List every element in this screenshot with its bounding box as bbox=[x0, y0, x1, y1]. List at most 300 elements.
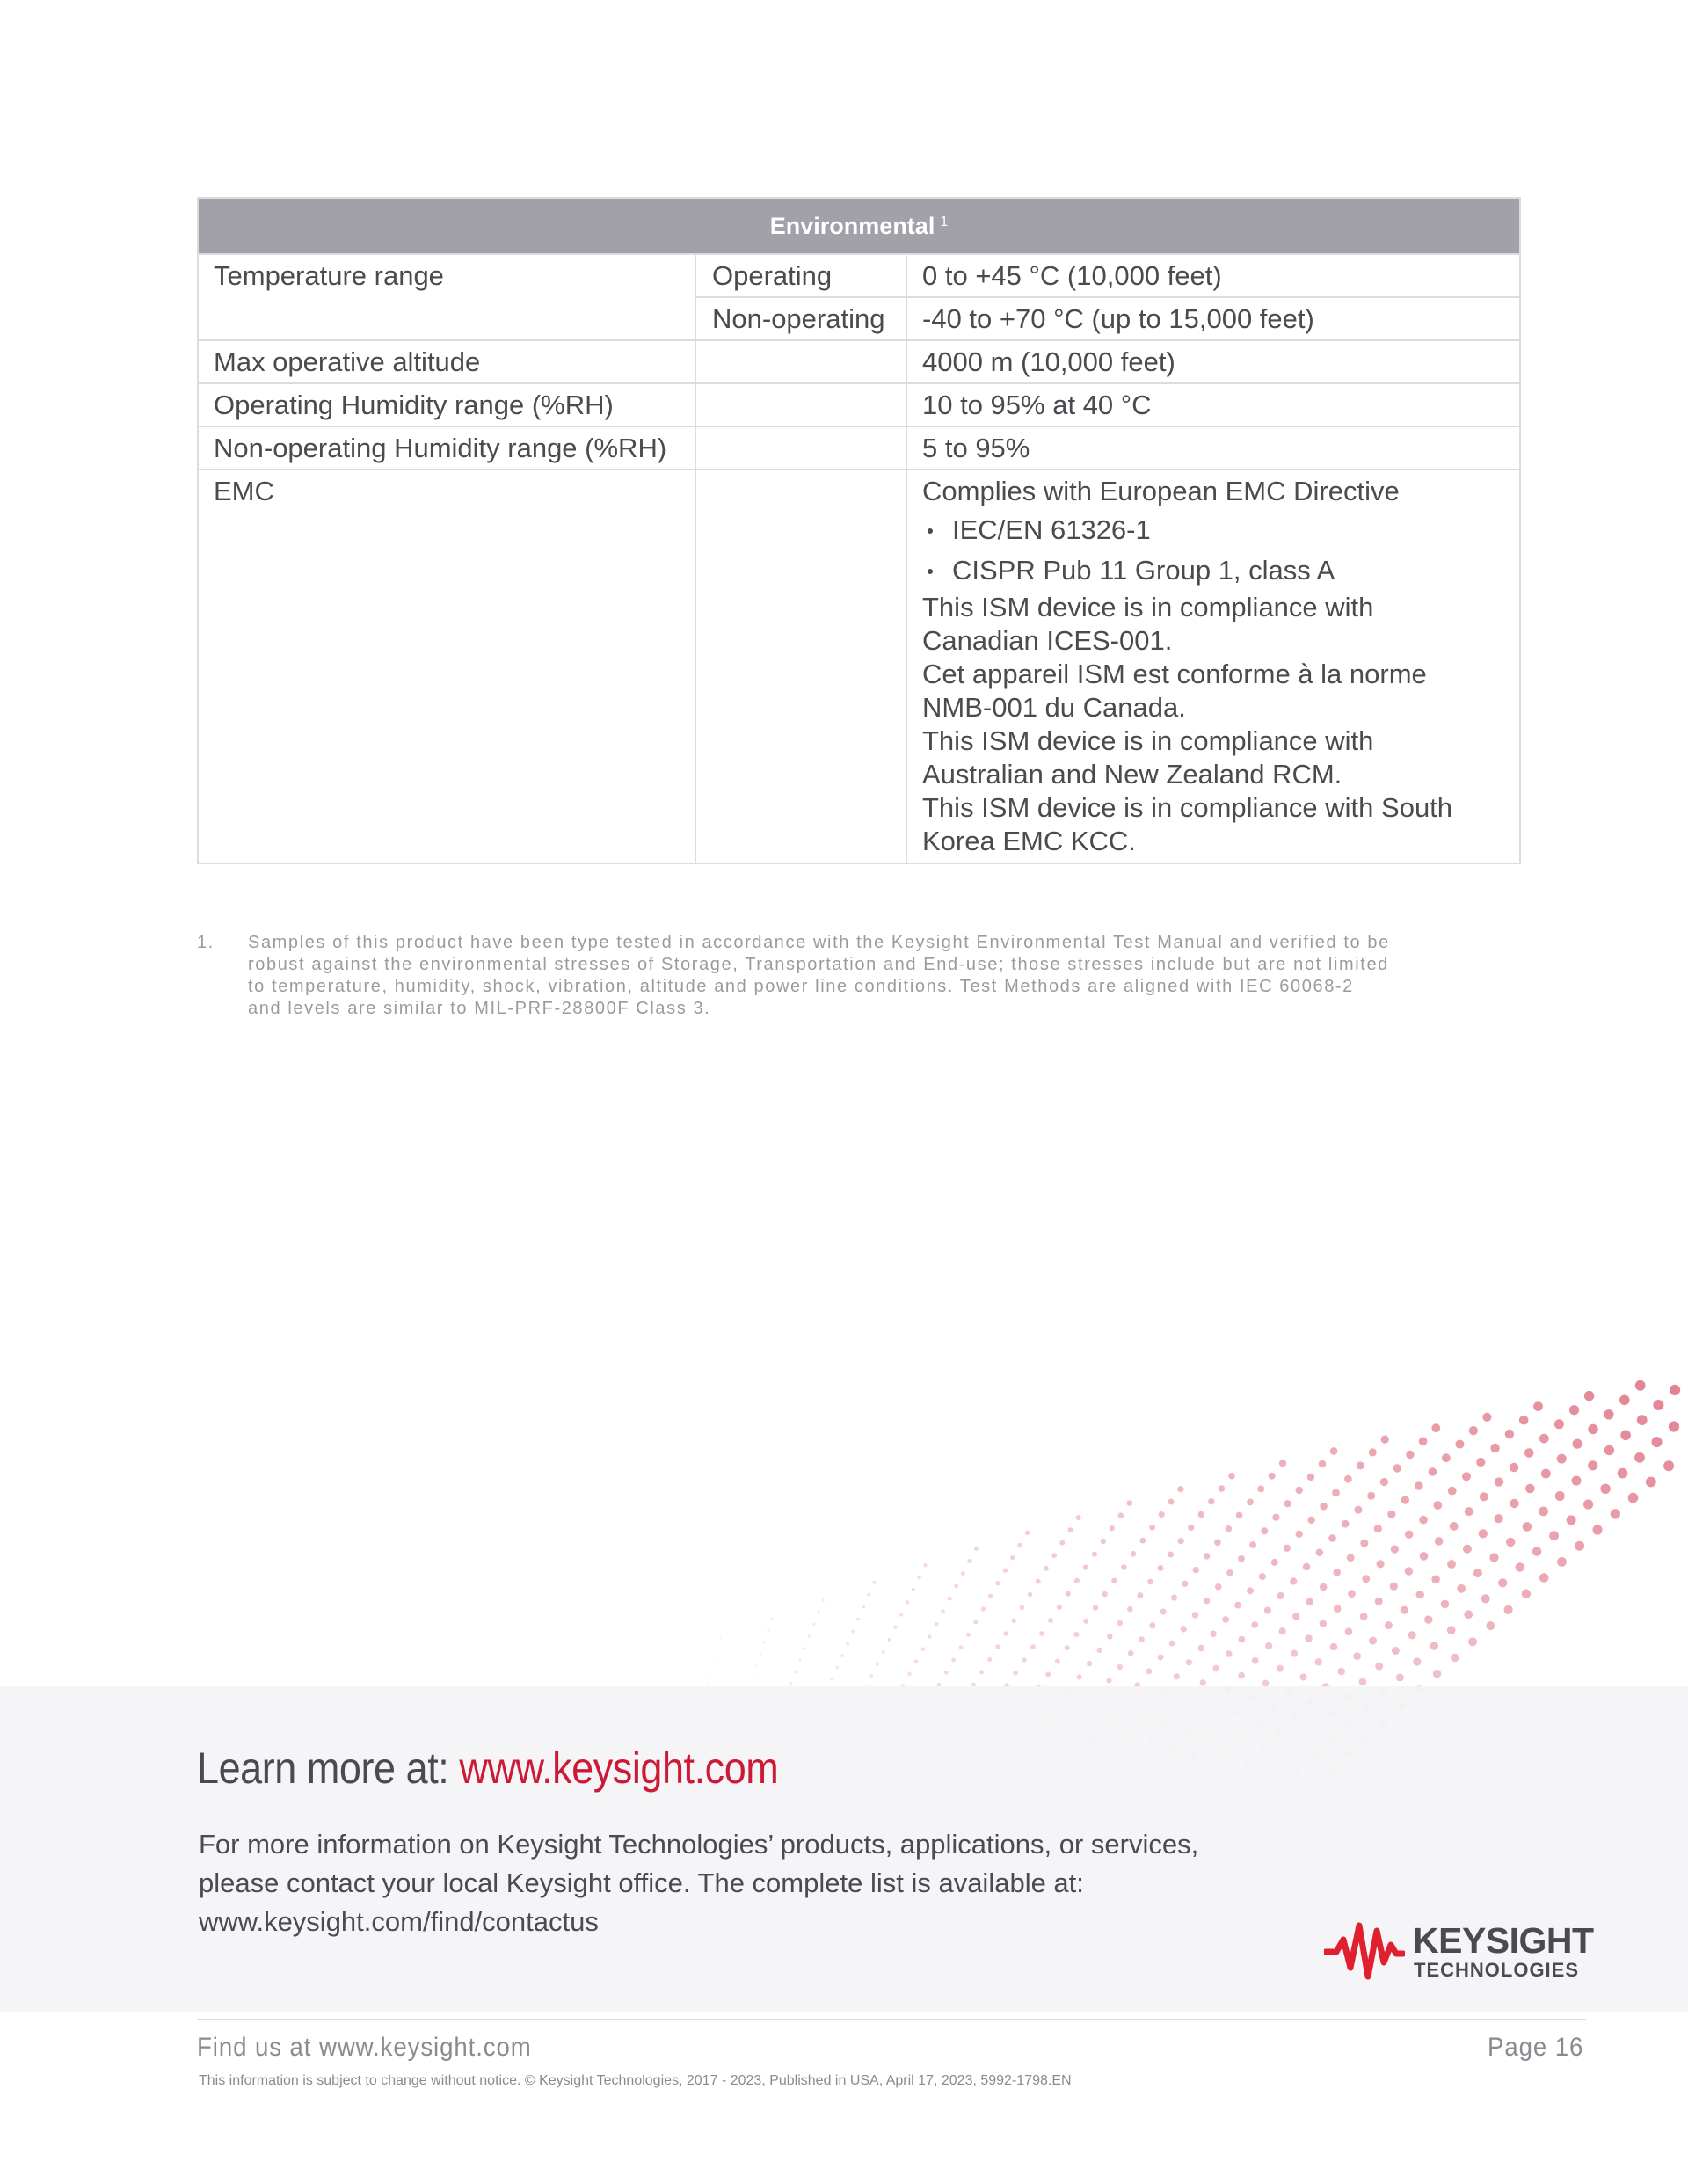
decorative-dot bbox=[1424, 1615, 1432, 1623]
decorative-dot bbox=[948, 1597, 952, 1601]
decorative-dot bbox=[1465, 1507, 1473, 1516]
footnote-line: Samples of this product have been type tested in accordance with the Keysight Environmental Test Manual and verified to be bbox=[248, 933, 1390, 952]
decorative-dot bbox=[872, 1581, 876, 1584]
decorative-dot bbox=[755, 1664, 758, 1667]
decorative-dot bbox=[1360, 1540, 1368, 1547]
decorative-dot bbox=[1620, 1431, 1631, 1441]
decorative-dot bbox=[1392, 1647, 1400, 1655]
decorative-dot bbox=[1097, 1648, 1102, 1653]
decorative-dot bbox=[1391, 1545, 1399, 1553]
decorative-dot bbox=[1337, 1668, 1345, 1676]
decorative-dot bbox=[1330, 1643, 1338, 1651]
decorative-dot bbox=[763, 1642, 766, 1644]
table-row bbox=[198, 340, 1520, 383]
decorative-dot bbox=[973, 1620, 978, 1624]
decorative-dot bbox=[808, 1635, 811, 1638]
decorative-dot bbox=[974, 1547, 979, 1551]
learn-more-line: For more information on Keysight Technologies’ products, applications, or services, bbox=[199, 1829, 1199, 1860]
decorative-dot bbox=[1469, 1426, 1478, 1435]
decorative-dot bbox=[1025, 1531, 1030, 1536]
operating-value: 0 to +45 °C (10,000 feet) bbox=[906, 254, 1520, 297]
decorative-dot bbox=[1355, 1506, 1363, 1514]
altitude-label: Max operative altitude bbox=[198, 340, 695, 383]
decorative-dot bbox=[1476, 1458, 1485, 1467]
decorative-dot bbox=[804, 1647, 806, 1649]
decorative-dot bbox=[966, 1633, 971, 1637]
decorative-dot bbox=[1186, 1659, 1192, 1665]
decorative-dot bbox=[1369, 1637, 1377, 1645]
decorative-dot bbox=[1506, 1538, 1515, 1547]
decorative-dot bbox=[846, 1642, 849, 1645]
decorative-dot bbox=[1147, 1579, 1153, 1585]
decorative-dot bbox=[1030, 1644, 1036, 1649]
decorative-dot bbox=[1127, 1500, 1133, 1506]
decorative-dot bbox=[1121, 1564, 1127, 1570]
decorative-dot bbox=[961, 1571, 965, 1576]
decorative-dot bbox=[1284, 1500, 1291, 1507]
decorative-dot bbox=[1652, 1437, 1663, 1447]
decorative-dot bbox=[1345, 1627, 1353, 1635]
decorative-dot bbox=[1431, 1423, 1440, 1432]
emc-line: Australian and New Zealand RCM. bbox=[922, 759, 1342, 790]
decorative-dot bbox=[876, 1663, 879, 1666]
decorative-dot bbox=[1510, 1499, 1518, 1508]
decorative-dot bbox=[1588, 1460, 1597, 1470]
decorative-dot bbox=[710, 1671, 712, 1673]
decorative-dot bbox=[817, 1611, 819, 1613]
footnote-line: to temperature, humidity, shock, vibration, altitude and power line conditions. Test Methods are aligned with IEC 60068-2 bbox=[248, 977, 1354, 996]
decorative-dot bbox=[882, 1650, 885, 1654]
decorative-dot bbox=[767, 1629, 769, 1632]
decorative-dot bbox=[1490, 1444, 1499, 1452]
decorative-dot bbox=[1107, 1634, 1112, 1639]
keysight-wave-icon bbox=[1324, 1918, 1405, 1982]
decorative-dot bbox=[1375, 1598, 1383, 1605]
emc-line: This ISM device is in compliance with bbox=[922, 725, 1374, 756]
decorative-dot bbox=[1377, 1560, 1385, 1568]
decorative-dot bbox=[928, 1634, 932, 1639]
decorative-dot bbox=[822, 1598, 825, 1601]
decorative-dot bbox=[1572, 1476, 1582, 1486]
decorative-dot bbox=[995, 1644, 1000, 1649]
decorative-dot bbox=[1362, 1575, 1370, 1583]
empty-cell bbox=[695, 383, 906, 426]
decorative-dot bbox=[798, 1659, 801, 1662]
decorative-dot bbox=[1334, 1605, 1342, 1613]
decorative-dot bbox=[941, 1609, 945, 1613]
nonoperating-value: -40 to +70 °C (up to 15,000 feet) bbox=[906, 297, 1520, 340]
decorative-dot bbox=[935, 1622, 939, 1627]
decorative-dot bbox=[1117, 1664, 1124, 1671]
decorative-dot bbox=[1204, 1598, 1210, 1604]
decorative-dot bbox=[1670, 1385, 1680, 1395]
decorative-dot bbox=[1505, 1430, 1514, 1438]
decorative-dot bbox=[1010, 1555, 1015, 1560]
decorative-dot bbox=[1018, 1543, 1022, 1547]
decorative-dot bbox=[1055, 1659, 1060, 1664]
decorative-dot bbox=[951, 1658, 956, 1663]
decorative-dot bbox=[1307, 1474, 1314, 1481]
decorative-dot bbox=[1405, 1567, 1413, 1575]
decorative-dot bbox=[1291, 1650, 1298, 1657]
decorative-dot bbox=[1387, 1511, 1395, 1518]
decorative-dot bbox=[1637, 1415, 1648, 1425]
decorative-dot bbox=[794, 1671, 797, 1673]
decorative-dot bbox=[1348, 1590, 1356, 1598]
op-humidity-label: Operating Humidity range (%RH) bbox=[198, 383, 695, 426]
decorative-dot bbox=[1045, 1671, 1051, 1677]
decorative-dot bbox=[1296, 1531, 1303, 1538]
decorative-dot bbox=[1619, 1395, 1630, 1406]
decorative-dot bbox=[1066, 1591, 1071, 1597]
decorative-dot bbox=[1429, 1467, 1437, 1476]
decorative-dot bbox=[1380, 1478, 1388, 1486]
decorative-dot bbox=[1028, 1592, 1033, 1598]
decorative-dot bbox=[1127, 1606, 1133, 1613]
decorative-dot bbox=[1367, 1492, 1375, 1500]
learn-more-body bbox=[199, 1825, 1306, 1941]
emc-line: This ISM device is in compliance with South bbox=[922, 792, 1453, 823]
decorative-dot bbox=[1236, 1512, 1243, 1519]
decorative-dot bbox=[1385, 1621, 1393, 1629]
decorative-dot bbox=[1433, 1501, 1442, 1510]
decorative-dot bbox=[1533, 1401, 1543, 1411]
decorative-dot bbox=[1524, 1448, 1534, 1458]
decorative-dot bbox=[1405, 1531, 1413, 1539]
decorative-dot bbox=[1455, 1440, 1464, 1449]
decorative-dot bbox=[1522, 1590, 1531, 1598]
decorative-dot bbox=[887, 1638, 891, 1642]
operating-label: Operating bbox=[695, 254, 906, 297]
table-row bbox=[198, 470, 1520, 863]
emc-standards-list bbox=[922, 510, 1504, 591]
decorative-dot bbox=[1333, 1569, 1341, 1576]
decorative-dot bbox=[988, 1594, 993, 1598]
decorative-dot bbox=[1419, 1516, 1428, 1525]
decorative-dot bbox=[987, 1657, 992, 1662]
decorative-dot bbox=[867, 1593, 870, 1597]
decorative-dot bbox=[995, 1581, 1000, 1585]
decorative-dot bbox=[1486, 1621, 1495, 1630]
decorative-dot bbox=[1131, 1551, 1137, 1557]
decorative-dot bbox=[1305, 1634, 1312, 1642]
decorative-dot bbox=[1353, 1652, 1361, 1660]
footnote-ref: 1 bbox=[940, 214, 949, 229]
decorative-dot bbox=[1279, 1460, 1286, 1467]
decorative-dot bbox=[1448, 1487, 1457, 1496]
footnote-line: and levels are similar to MIL-PRF-28800F Class 3. bbox=[248, 999, 711, 1018]
decorative-dot bbox=[1068, 1527, 1073, 1532]
decorative-dot bbox=[1401, 1606, 1408, 1614]
decorative-dot bbox=[1073, 1632, 1079, 1637]
decorative-dot bbox=[1519, 1416, 1529, 1425]
learn-more-heading bbox=[197, 1743, 778, 1794]
decorative-dot bbox=[1106, 1678, 1111, 1683]
decorative-dot bbox=[1430, 1642, 1438, 1649]
decorative-dot bbox=[1319, 1460, 1327, 1468]
empty-cell bbox=[695, 470, 906, 863]
decorative-dot bbox=[752, 1676, 754, 1678]
decorative-dot bbox=[771, 1618, 774, 1620]
decorative-dot bbox=[1146, 1668, 1153, 1674]
decorative-dot bbox=[1077, 1674, 1082, 1679]
learn-more-prefix: Learn more at: bbox=[197, 1744, 460, 1793]
decorative-dot bbox=[1210, 1631, 1216, 1637]
emc-line: Cet appareil ISM est conforme à la norme bbox=[922, 659, 1427, 689]
decorative-dot bbox=[1495, 1514, 1503, 1523]
table-header bbox=[198, 198, 1520, 254]
decorative-dot bbox=[1158, 1654, 1164, 1660]
decorative-dot bbox=[1420, 1552, 1429, 1561]
decorative-dot bbox=[1169, 1641, 1175, 1647]
decorative-dot bbox=[1357, 1461, 1364, 1469]
decorative-dot bbox=[1525, 1484, 1535, 1494]
empty-cell bbox=[695, 426, 906, 470]
decorative-dot bbox=[1138, 1592, 1144, 1598]
decorative-dot bbox=[1498, 1578, 1507, 1587]
nonoperating-label: Non-operating bbox=[695, 297, 906, 340]
decorative-dot bbox=[789, 1682, 792, 1685]
decorative-dot bbox=[1160, 1609, 1167, 1615]
altitude-value: 4000 m (10,000 feet) bbox=[906, 340, 1520, 383]
decorative-dot bbox=[707, 1683, 709, 1685]
decorative-dot bbox=[1419, 1438, 1428, 1446]
decorative-dot bbox=[1168, 1552, 1174, 1558]
decorative-dot bbox=[1290, 1577, 1297, 1584]
decorative-dot bbox=[1228, 1473, 1235, 1480]
footer-divider bbox=[197, 2019, 1586, 2020]
decorative-dot bbox=[851, 1630, 855, 1634]
decorative-dot bbox=[1569, 1405, 1579, 1415]
decorative-dot bbox=[1219, 1485, 1226, 1492]
decorative-dot bbox=[959, 1645, 964, 1649]
decorative-dot bbox=[1584, 1391, 1594, 1401]
decorative-dot bbox=[1567, 1515, 1576, 1525]
decorative-dot bbox=[906, 1600, 909, 1604]
op-humidity-value: 10 to 95% at 40 °C bbox=[906, 383, 1520, 426]
decorative-dot bbox=[1573, 1439, 1582, 1449]
decorative-dot bbox=[1149, 1525, 1155, 1531]
decorative-dot bbox=[1083, 1565, 1088, 1570]
decorative-dot bbox=[1003, 1569, 1008, 1573]
decorative-dot bbox=[1539, 1507, 1548, 1517]
keysight-website-link[interactable]: www.keysight.com bbox=[459, 1744, 779, 1793]
learn-more-line: please contact your local Keysight office. The complete list is available at: bbox=[199, 1867, 1084, 1898]
decorative-dot bbox=[1481, 1594, 1490, 1603]
decorative-dot bbox=[1139, 1538, 1146, 1544]
emc-value bbox=[906, 470, 1520, 863]
decorative-dot bbox=[967, 1559, 971, 1563]
decorative-dot bbox=[1495, 1477, 1503, 1486]
keysight-logo bbox=[1324, 1917, 1594, 1985]
decorative-dot bbox=[1044, 1566, 1049, 1571]
decorative-dot bbox=[1139, 1636, 1145, 1642]
decorative-dot bbox=[717, 1649, 718, 1650]
decorative-dot bbox=[1549, 1531, 1559, 1540]
decorative-dot bbox=[1083, 1619, 1088, 1624]
decorative-dot bbox=[1252, 1657, 1259, 1664]
decorative-dot bbox=[1408, 1631, 1416, 1639]
decorative-dot bbox=[714, 1660, 716, 1662]
decorative-dot bbox=[1158, 1565, 1164, 1571]
decorative-dot bbox=[1247, 1587, 1254, 1594]
decorative-dot bbox=[1296, 1487, 1303, 1494]
decorative-dot bbox=[1320, 1503, 1328, 1511]
decorative-dot bbox=[1413, 1657, 1421, 1665]
legal-notice: This information is subject to change without notice. © Keysight Technologies, 2017 - 2023, Published in USA, April 17, 2023, 5992-1798.EN bbox=[199, 2073, 1072, 2088]
decorative-dot bbox=[1555, 1491, 1565, 1501]
footer-find-us[interactable]: Find us at www.keysight.com bbox=[197, 2033, 532, 2062]
emc-line: Korea EMC KCC. bbox=[922, 826, 1136, 856]
footnote-number: 1. bbox=[197, 933, 215, 952]
decorative-dot bbox=[1204, 1553, 1210, 1559]
decorative-dot bbox=[917, 1576, 920, 1579]
decorative-dot bbox=[1646, 1477, 1656, 1488]
decorative-dot bbox=[1510, 1463, 1518, 1472]
decorative-dot bbox=[1188, 1525, 1194, 1531]
decorative-dot bbox=[1435, 1537, 1444, 1546]
decorative-dot bbox=[1406, 1451, 1414, 1459]
decorative-dot bbox=[1168, 1499, 1175, 1505]
decorative-dot bbox=[1022, 1657, 1027, 1663]
decorative-dot bbox=[1110, 1525, 1115, 1531]
footnote bbox=[197, 932, 1481, 1020]
decorative-dot bbox=[1013, 1671, 1018, 1676]
decorative-dot bbox=[1539, 1434, 1549, 1444]
decorative-dot bbox=[1628, 1493, 1639, 1503]
decorative-dot bbox=[1462, 1472, 1471, 1481]
decorative-dot bbox=[1441, 1600, 1450, 1609]
decorative-dot bbox=[1381, 1436, 1389, 1444]
decorative-dot bbox=[830, 1678, 833, 1681]
decorative-dot bbox=[1523, 1522, 1532, 1532]
decorative-dot bbox=[1583, 1500, 1593, 1510]
decorative-dot bbox=[1234, 1602, 1241, 1609]
emc-line: This ISM device is in compliance with bbox=[922, 592, 1374, 622]
decorative-dot bbox=[1181, 1626, 1187, 1632]
decorative-dot bbox=[862, 1605, 865, 1609]
footnote-line: robust against the environmental stresses of Storage, Transportation and End-use; those stresses include but are not limited bbox=[248, 955, 1389, 974]
decorative-dot bbox=[1447, 1560, 1456, 1569]
decorative-dot bbox=[1239, 1636, 1246, 1643]
decorative-dot bbox=[1111, 1578, 1117, 1584]
decorative-dot bbox=[1174, 1673, 1180, 1679]
decorative-dot bbox=[1416, 1591, 1424, 1598]
decorative-dot bbox=[1320, 1620, 1327, 1627]
decorative-dot bbox=[812, 1623, 815, 1626]
decorative-dot bbox=[1604, 1409, 1613, 1419]
decorative-dot bbox=[1450, 1522, 1459, 1531]
decorative-dot bbox=[1669, 1421, 1679, 1431]
environmental-spec-table bbox=[197, 197, 1521, 864]
decorative-dot bbox=[1611, 1509, 1620, 1518]
decorative-dot bbox=[1198, 1511, 1204, 1518]
decorative-dot bbox=[1390, 1583, 1398, 1591]
decorative-dot bbox=[835, 1666, 839, 1670]
emc-intro: Complies with European EMC Directive bbox=[922, 476, 1400, 506]
decorative-dot bbox=[1592, 1525, 1602, 1534]
decorative-dot bbox=[1178, 1538, 1184, 1544]
decorative-dot bbox=[1102, 1591, 1108, 1597]
decorative-dot bbox=[1360, 1613, 1368, 1620]
decorative-dot bbox=[1463, 1545, 1472, 1554]
decorative-dot bbox=[1401, 1496, 1409, 1503]
decorative-dot bbox=[1277, 1592, 1284, 1599]
decorative-dot bbox=[1036, 1579, 1041, 1584]
decorative-dot bbox=[1238, 1555, 1245, 1562]
decorative-dot bbox=[944, 1671, 949, 1675]
decorative-dot bbox=[907, 1671, 912, 1676]
decorative-dot bbox=[1057, 1605, 1062, 1610]
decorative-dot bbox=[1128, 1650, 1134, 1656]
decorative-dot bbox=[1393, 1464, 1401, 1472]
decorative-dot bbox=[1065, 1645, 1070, 1650]
decorative-dot bbox=[1303, 1563, 1310, 1570]
table-row bbox=[198, 383, 1520, 426]
decorative-dot bbox=[1277, 1665, 1284, 1672]
decorative-dot bbox=[1604, 1445, 1614, 1455]
decorative-dot bbox=[1575, 1541, 1584, 1551]
decorative-dot bbox=[1249, 1541, 1256, 1548]
decorative-dot bbox=[912, 1588, 915, 1591]
decorative-dot bbox=[1101, 1539, 1106, 1544]
decorative-dot bbox=[1118, 1512, 1124, 1518]
decorative-dot bbox=[1328, 1534, 1336, 1542]
decorative-dot bbox=[914, 1660, 919, 1664]
decorative-dot bbox=[1149, 1622, 1155, 1628]
decorative-dot bbox=[1532, 1547, 1542, 1556]
decorative-dot bbox=[1451, 1654, 1459, 1663]
decorative-dot bbox=[1600, 1484, 1610, 1494]
decorative-dot bbox=[1375, 1663, 1383, 1671]
emc-label: EMC bbox=[198, 470, 695, 863]
decorative-dot bbox=[1516, 1562, 1524, 1571]
decorative-dot bbox=[1226, 1650, 1233, 1657]
decorative-dot bbox=[1259, 1573, 1266, 1580]
decorative-dot bbox=[1093, 1605, 1098, 1610]
decorative-dot bbox=[759, 1653, 761, 1656]
decorative-dot bbox=[1557, 1454, 1567, 1464]
emc-line: NMB-001 du Canada. bbox=[922, 692, 1186, 723]
decorative-dot bbox=[1457, 1584, 1466, 1593]
decorative-dot bbox=[1261, 1527, 1268, 1534]
decorative-dot bbox=[1539, 1573, 1549, 1583]
decorative-dot bbox=[1076, 1515, 1081, 1520]
decorative-dot bbox=[1473, 1569, 1482, 1577]
decorative-dot bbox=[981, 1606, 986, 1611]
contact-link[interactable]: www.keysight.com/find/contactus bbox=[199, 1906, 599, 1937]
decorative-dot bbox=[1269, 1473, 1276, 1480]
decorative-dot bbox=[1171, 1595, 1177, 1601]
decorative-dot bbox=[1257, 1485, 1264, 1492]
empty-cell bbox=[695, 340, 906, 383]
nonop-humidity-label: Non-operating Humidity range (%RH) bbox=[198, 426, 695, 470]
decorative-dot bbox=[1092, 1552, 1097, 1557]
decorative-dot bbox=[1359, 1678, 1367, 1686]
decorative-dot bbox=[856, 1618, 860, 1621]
decorative-dot bbox=[893, 1626, 897, 1629]
decorative-dot bbox=[1279, 1627, 1286, 1634]
decorative-dot bbox=[1447, 1626, 1456, 1634]
decorative-dot bbox=[1226, 1525, 1233, 1532]
decorative-dot bbox=[1557, 1557, 1567, 1567]
decorative-dot bbox=[1554, 1419, 1564, 1429]
decorative-dot bbox=[1347, 1554, 1355, 1562]
decorative-dot bbox=[1059, 1540, 1065, 1546]
decorative-dot bbox=[1020, 1605, 1025, 1611]
decorative-dot bbox=[1011, 1619, 1016, 1624]
decorative-dot bbox=[1315, 1658, 1322, 1665]
